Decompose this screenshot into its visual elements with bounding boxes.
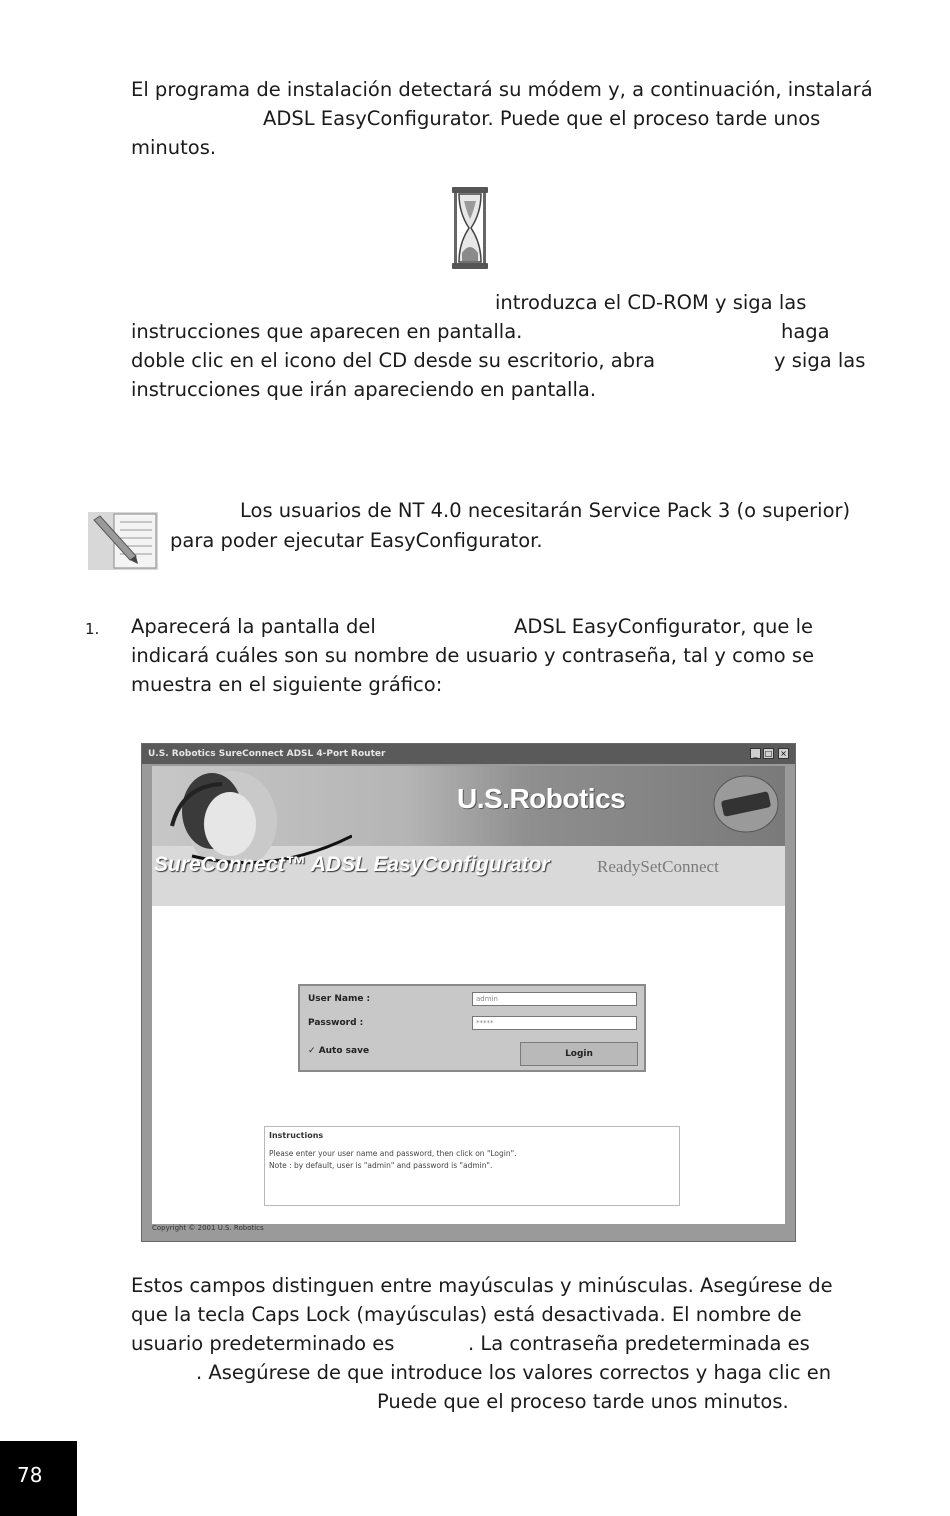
content-area (152, 906, 785, 1224)
note-text-line: para poder ejecutar EasyConfigurator. (170, 529, 543, 552)
paragraph-line: que la tecla Caps Lock (mayúsculas) está desactivada. El nombre de (131, 1303, 802, 1326)
password-label: Password : (308, 1018, 364, 1028)
note-pencil-icon (88, 510, 160, 572)
paragraph-line: Puede que el proceso tarde unos minutos. (377, 1390, 789, 1413)
instructions-line: Note : by default, user is "admin" and password is "admin". (269, 1161, 493, 1170)
maximize-icon: □ (764, 749, 773, 758)
window-titlebar (142, 744, 795, 764)
close-icon: × (778, 748, 789, 759)
tagline: ReadySetConnect (597, 857, 719, 876)
paragraph-line: instrucciones que aparecen en pantalla. (131, 320, 523, 343)
paragraph-line: instrucciones que irán apareciendo en pantalla. (131, 378, 597, 401)
note-text-line: Los usuarios de NT 4.0 necesitarán Service Pack 3 (o superior) (240, 499, 851, 522)
copyright-footer: Copyright © 2001 U.S. Robotics (152, 1224, 264, 1232)
step-text-line: indicará cuáles son su nombre de usuario y contraseña, tal y como se (131, 644, 815, 667)
paragraph-line: introduzca el CD-ROM y siga las (495, 291, 807, 314)
password-field[interactable]: ***** (472, 1016, 637, 1030)
instructions-box (264, 1126, 680, 1206)
paragraph-line: y siga las (774, 349, 866, 372)
paragraph-line: Estos campos distinguen entre mayúsculas y minúsculas. Asegúrese de (131, 1274, 833, 1297)
modem-icon (712, 774, 780, 834)
window-title: U.S. Robotics SureConnect ADSL 4-Port Router (148, 749, 386, 759)
minimize-icon: _ (750, 748, 761, 759)
autosave-checkbox[interactable]: ✓ Auto save (308, 1046, 370, 1056)
autosave-label: Auto save (318, 1046, 370, 1056)
paragraph-line: . Asegúrese de que introduce los valores correctos y haga clic en (196, 1361, 832, 1384)
banner (152, 766, 785, 906)
username-label: User Name : (308, 994, 371, 1004)
hourglass-icon (440, 183, 500, 273)
paragraph-line: ADSL EasyConfigurator. Puede que el proceso tarde unos (263, 107, 821, 130)
product-name: SureConnect™ ADSL EasyConfigurator (154, 853, 550, 876)
step-text-line: muestra en el siguiente gráfico: (131, 673, 443, 696)
instructions-line: Please enter your user name and password, then click on "Login". (269, 1149, 517, 1158)
paragraph-line: minutos. (131, 136, 217, 159)
instructions-title: Instructions (269, 1131, 324, 1140)
easyconfigurator-screenshot (141, 743, 796, 1242)
paragraph-line: . La contraseña predeterminada es (468, 1332, 810, 1355)
paragraph-line: doble clic en el icono del CD desde su escritorio, abra (131, 349, 656, 372)
step-number: 1. (85, 620, 100, 638)
page-number: 78 (17, 1463, 43, 1487)
paragraph-line: haga (781, 320, 830, 343)
paragraph-line: El programa de instalación detectará su módem y, a continuación, instalará (131, 78, 873, 101)
login-form (298, 984, 646, 1072)
brand-logo: U.S.Robotics (457, 783, 626, 814)
page-number-tab (0, 1441, 77, 1516)
step-text-line: Aparecerá la pantalla del (131, 615, 376, 638)
login-button[interactable]: Login (520, 1042, 638, 1066)
paragraph-line: usuario predeterminado es (131, 1332, 395, 1355)
username-field[interactable]: admin (472, 992, 637, 1006)
step-text-line: ADSL EasyConfigurator, que le (514, 615, 813, 638)
